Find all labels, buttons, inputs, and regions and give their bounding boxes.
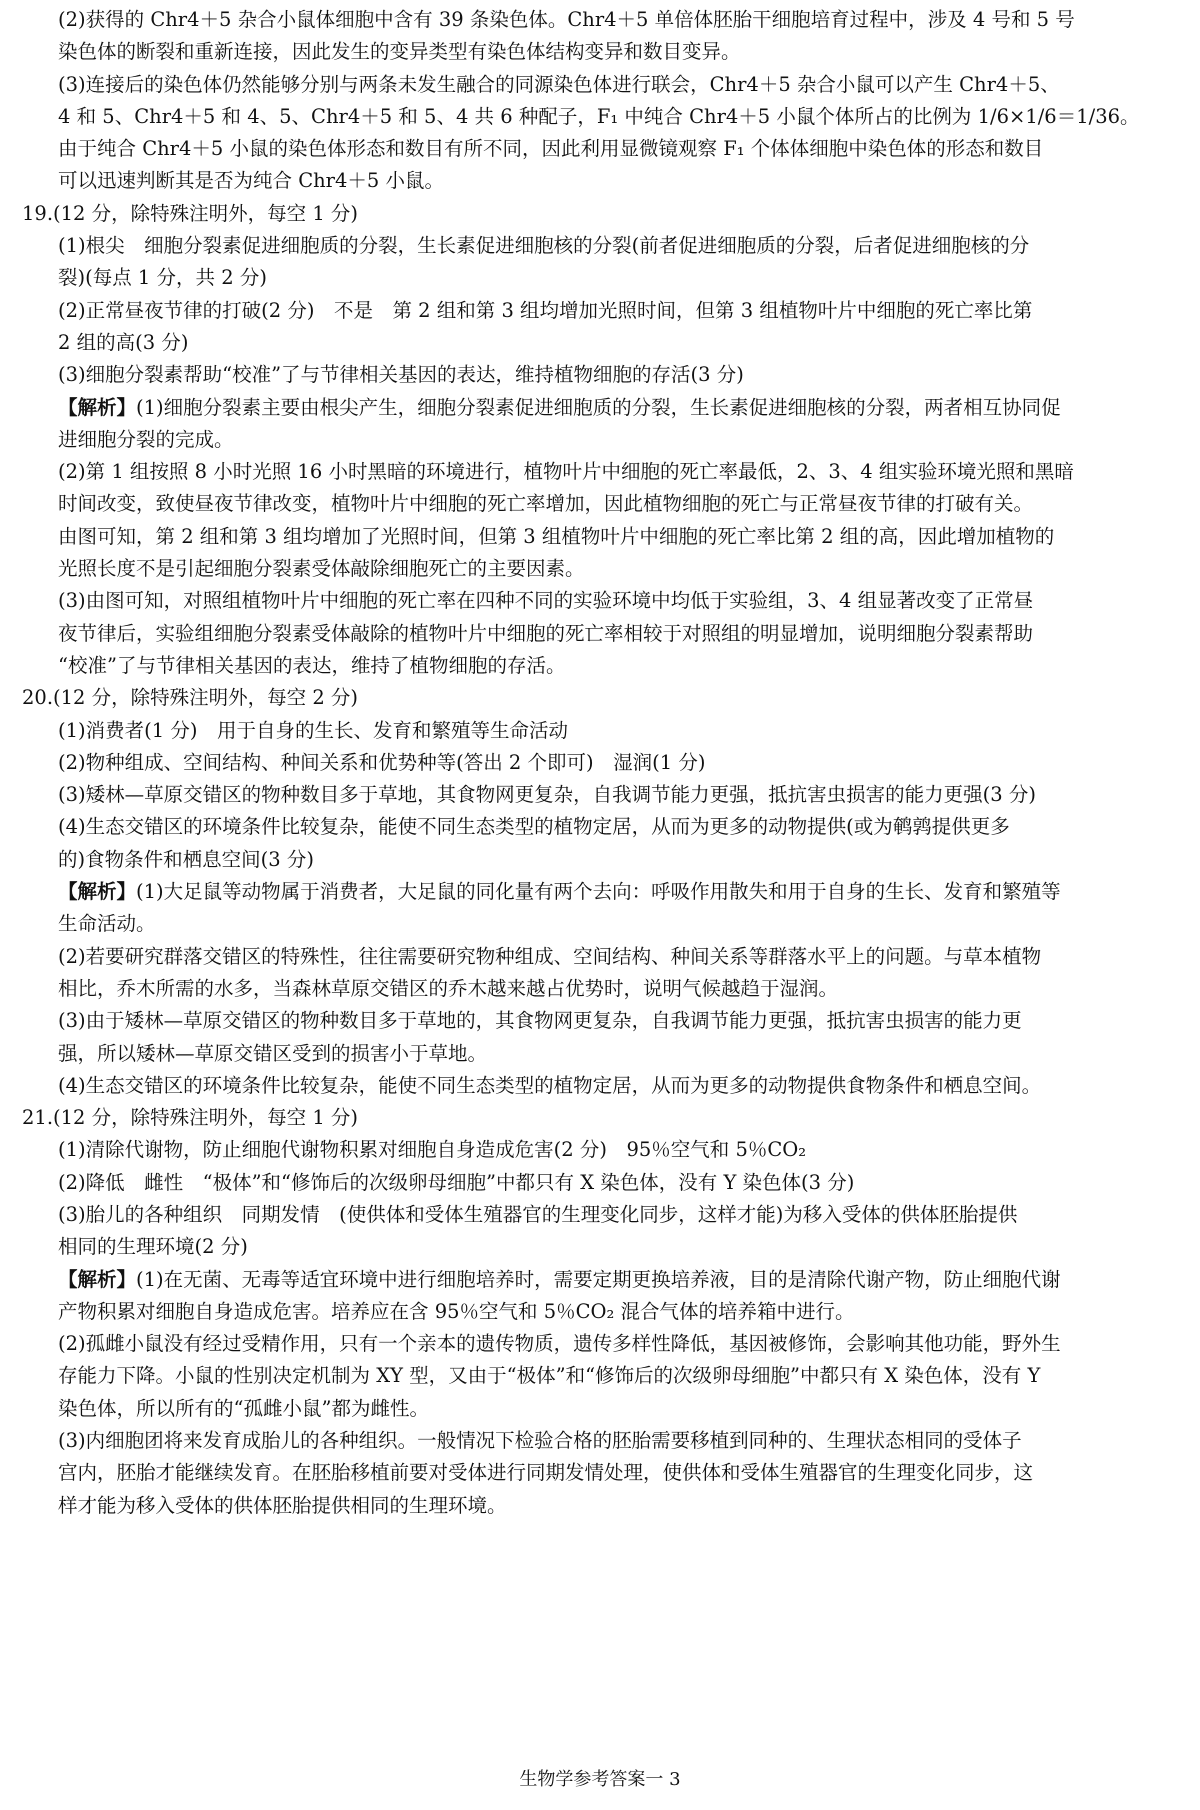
- q19-answer1-line1: (1)根尖 细胞分裂素促进细胞质的分裂，生长素促进细胞核的分裂(前者促进细胞质的分裂，后者促进细胞核的分: [58, 234, 1030, 258]
- q21-analysis1-line2: 产物积累对细胞自身造成危害。培养应在含 95％空气和 5％CO₂ 混合气体的培养箱中进行。: [58, 1299, 855, 1323]
- q21-analysis3-line1: (3)内细胞团将来发育成胎儿的各种组织。一般情况下检验合格的胚胎需要移植到同种的、生理状态相同的受体子: [58, 1429, 1022, 1453]
- q20-analysis4-line1: (4)生态交错区的环境条件比较复杂，能使不同生态类型的植物定居，从而为更多的动物提供食物条件和栖息空间。: [58, 1073, 1042, 1097]
- q20-analysis1-line2: 生命活动。: [58, 912, 156, 936]
- q18-part3-line4: 可以迅速判断其是否为纯合 Chr4＋5 小鼠。: [58, 169, 445, 193]
- q21-analysis2-line3: 染色体，所以所有的“孤雌小鼠”都为雌性。: [58, 1396, 429, 1420]
- q19-heading: 19.(12 分，除特殊注明外，每空 1 分): [22, 201, 359, 225]
- q19-analysis1-text: (1)细胞分裂素主要由根尖产生，细胞分裂素促进细胞质的分裂，生长素促进细胞核的分裂，两者相互协同促: [136, 395, 1061, 419]
- q19-answer3-line1: (3)细胞分裂素帮助“校准”了与节律相关基因的表达，维持植物细胞的存活(3 分): [58, 363, 744, 387]
- q21-analysis2-line1: (2)孤雌小鼠没有经过受精作用，只有一个亲本的遗传物质，遗传多样性降低，基因被修饰，会影响其他功能，野外生: [58, 1332, 1061, 1356]
- q19-analysis2-line3: 由图可知，第 2 组和第 3 组均增加了光照时间，但第 3 组植物叶片中细胞的死亡率比第 2 组的高，因此增加植物的: [58, 524, 1055, 548]
- answer-page: [22, 4, 1184, 1522]
- q18-part2-line2: 染色体的断裂和重新连接，因此发生的变异类型有染色体结构变异和数目变异。: [58, 40, 741, 64]
- q20-heading: 20.(12 分，除特殊注明外，每空 2 分): [22, 686, 359, 710]
- q19-analysis3-line2: 夜节律后，实验组细胞分裂素受体敲除的植物叶片中细胞的死亡率相较于对照组的明显增加，说明细胞分裂素帮助: [58, 621, 1034, 645]
- q21-answer2-line1: (2)降低 雌性 “极体”和“修饰后的次级卵母细胞”中都只有 X 染色体，没有 Y 染色体(3 分): [58, 1170, 855, 1194]
- q21-answer3-line2: 相同的生理环境(2 分): [58, 1235, 248, 1259]
- q18-part2-line1: (2)获得的 Chr4＋5 杂合小鼠体细胞中含有 39 条染色体。Chr4＋5 单倍体胚胎干细胞培育过程中，涉及 4 号和 5 号: [58, 8, 1075, 31]
- q20-analysis1-text: (1)大足鼠等动物属于消费者，大足鼠的同化量有两个去向：呼吸作用散失和用于自身的生长、发育和繁殖等: [136, 880, 1061, 904]
- q20-analysis2-line1: (2)若要研究群落交错区的特殊性，往往需要研究物种组成、空间结构、种间关系等群落水平上的问题。与草本植物: [58, 944, 1042, 968]
- q19-analysis-line1: [22, 392, 1184, 424]
- q20-analysis2-line2: 相比，乔木所需的水多，当森林草原交错区的乔木越来越占优势时，说明气候越趋于湿润。: [58, 976, 839, 1000]
- q21-answer1-line1: (1)清除代谢物，防止细胞代谢物积累对细胞自身造成危害(2 分) 95％空气和 5％CO₂: [58, 1138, 807, 1162]
- page-footer: 生物学参考答案一 3: [519, 1769, 681, 1790]
- q19-answer2-line2: 2 组的高(3 分): [58, 330, 189, 354]
- q21-analysis3-line2: 宫内，胚胎才能继续发育。在胚胎移植前要对受体进行同期发情处理，使供体和受体生殖器官的生理变化同步，这: [58, 1461, 1034, 1485]
- q19-analysis1-line2: 进细胞分裂的完成。: [58, 427, 234, 451]
- analysis-tag: 【解析】: [58, 395, 137, 419]
- q20-analysis3-line1: (3)由于矮林—草原交错区的物种数目多于草地的，其食物网更复杂，自我调节能力更强，抵抗害虫损害的能力更: [58, 1009, 1022, 1033]
- q20-answer1-line1: (1)消费者(1 分) 用于自身的生长、发育和繁殖等生命活动: [58, 718, 568, 742]
- q19-analysis3-line1: (3)由图可知，对照组植物叶片中细胞的死亡率在四种不同的实验环境中均低于实验组，3、4 组显著改变了正常昼: [58, 589, 1034, 613]
- q21-heading: 21.(12 分，除特殊注明外，每空 1 分): [22, 1106, 359, 1130]
- q20-answer3-line1: (3)矮林—草原交错区的物种数目多于草地，其食物网更复杂，自我调节能力更强，抵抗害虫损害的能力更强(3 分): [58, 783, 1036, 807]
- q21-analysis1-text: (1)在无菌、无毒等适宜环境中进行细胞培养时，需要定期更换培养液，目的是清除代谢产物，防止细胞代谢: [136, 1267, 1061, 1291]
- q20-answer4-line2: 的)食物条件和栖息空间(3 分): [58, 847, 314, 871]
- q20-analysis-line1: [22, 876, 1184, 908]
- q19-analysis2-line1: (2)第 1 组按照 8 小时光照 16 小时黑暗的环境进行，植物叶片中细胞的死亡率最低，2、3、4 组实验环境光照和黑暗: [58, 460, 1074, 484]
- q18-part3-line1: (3)连接后的染色体仍然能够分别与两条未发生融合的同源染色体进行联会，Chr4＋5 杂合小鼠可以产生 Chr4＋5、: [58, 72, 1060, 96]
- q21-analysis-line1: [22, 1264, 1184, 1296]
- q21-answer3-line1: (3)胎儿的各种组织 同期发情 (使供体和受体生殖器官的生理变化同步，这样才能)为移入受体的供体胚胎提供: [58, 1202, 1018, 1226]
- q19-analysis2-line4: 光照长度不是引起细胞分裂素受体敲除细胞死亡的主要因素。: [58, 557, 585, 581]
- q19-answer2-line1: (2)正常昼夜节律的打破(2 分) 不是 第 2 组和第 3 组均增加光照时间，但第 3 组植物叶片中细胞的死亡率比第: [58, 298, 1033, 322]
- q19-analysis3-line3: “校准”了与节律相关基因的表达，维持了植物细胞的存活。: [58, 653, 566, 677]
- q20-answer4-line1: (4)生态交错区的环境条件比较复杂，能使不同生态类型的植物定居，从而为更多的动物提供(或为鹌鹑提供更多: [58, 815, 1010, 839]
- analysis-tag: 【解析】: [58, 1267, 137, 1291]
- q21-analysis2-line2: 存能力下降。小鼠的性别决定机制为 XY 型，又由于“极体”和“修饰后的次级卵母细胞”中都只有 X 染色体，没有 Y: [58, 1364, 1041, 1388]
- q19-analysis2-line2: 时间改变，致使昼夜节律改变，植物叶片中细胞的死亡率增加，因此植物细胞的死亡与正常昼夜节律的打破有关。: [58, 492, 1034, 516]
- analysis-tag: 【解析】: [58, 880, 137, 904]
- q21-analysis3-line3: 样才能为移入受体的供体胚胎提供相同的生理环境。: [58, 1493, 507, 1517]
- q18-part3-line3: 由于纯合 Chr4＋5 小鼠的染色体形态和数目有所不同，因此利用显微镜观察 F₁ 个体体细胞中染色体的形态和数目: [58, 137, 1044, 161]
- q19-answer1-line2: 裂)(每点 1 分，共 2 分): [58, 266, 267, 290]
- q20-answer2-line1: (2)物种组成、空间结构、种间关系和优势种等(答出 2 个即可) 湿润(1 分): [58, 750, 706, 774]
- q18-part3-line2: 4 和 5、Chr4＋5 和 4、5、Chr4＋5 和 5、4 共 6 种配子，F₁ 中纯合 Chr4＋5 小鼠个体所占的比例为 1/6×1/6＝1/36。: [58, 104, 1140, 128]
- q20-analysis3-line2: 强，所以矮林—草原交错区受到的损害小于草地。: [58, 1041, 488, 1065]
